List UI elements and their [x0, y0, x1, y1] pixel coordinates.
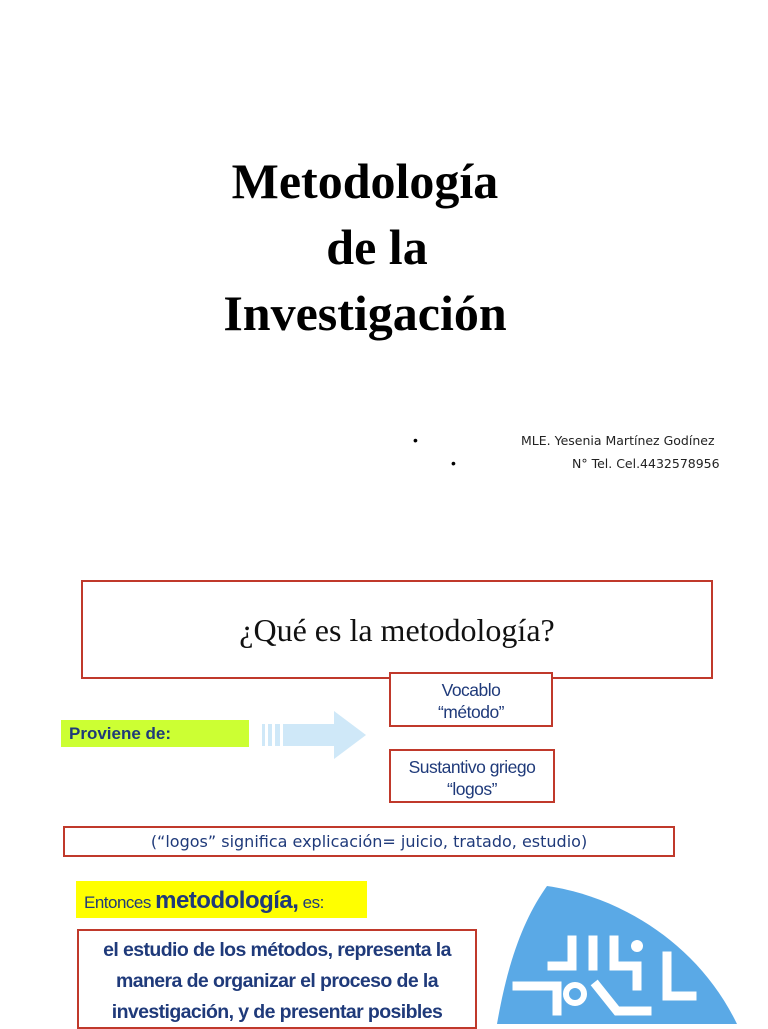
definition-line-3: investigación, y de presentar posibles: [111, 1001, 443, 1023]
sustantivo-line-2: “logos”: [447, 779, 497, 799]
vocablo-box: [389, 672, 553, 727]
sustantivo-box: [389, 749, 555, 803]
author-name: MLE. Yesenia Martínez Godínez: [521, 433, 715, 448]
author-phone: N° Tel. Cel.4432578956: [572, 456, 720, 471]
title-line-2: de la: [326, 219, 428, 275]
definition-line-2: manera de organizar el proceso de la: [116, 970, 438, 992]
entonces-key: metodología,: [155, 887, 299, 914]
circuit-decoration-icon: [497, 886, 768, 1024]
right-arrow-icon: [262, 711, 366, 759]
logos-meaning-box: (“logos” significa explicación= juicio, tratado, estudio): [63, 826, 675, 857]
entonces-label: [76, 881, 367, 918]
vocablo-line-1: Vocablo: [441, 680, 501, 700]
entonces-post: es:: [298, 893, 324, 912]
bullet-author: •: [413, 432, 418, 448]
title-line-1: Metodología: [231, 153, 499, 209]
definition-box: [77, 929, 477, 1029]
entonces-pre: Entonces: [84, 893, 156, 912]
question-box: [81, 580, 713, 679]
proviene-label: Proviene de:: [61, 720, 249, 747]
slide-title: [160, 148, 570, 346]
sustantivo-line-1: Sustantivo griego: [408, 757, 536, 777]
bullet-phone: •: [451, 455, 456, 471]
definition-line-1: el estudio de los métodos, representa la: [103, 939, 451, 961]
title-line-3: Investigación: [223, 285, 507, 341]
question-text: ¿Qué es la metodología?: [239, 612, 555, 648]
vocablo-line-2: “método”: [437, 702, 505, 722]
